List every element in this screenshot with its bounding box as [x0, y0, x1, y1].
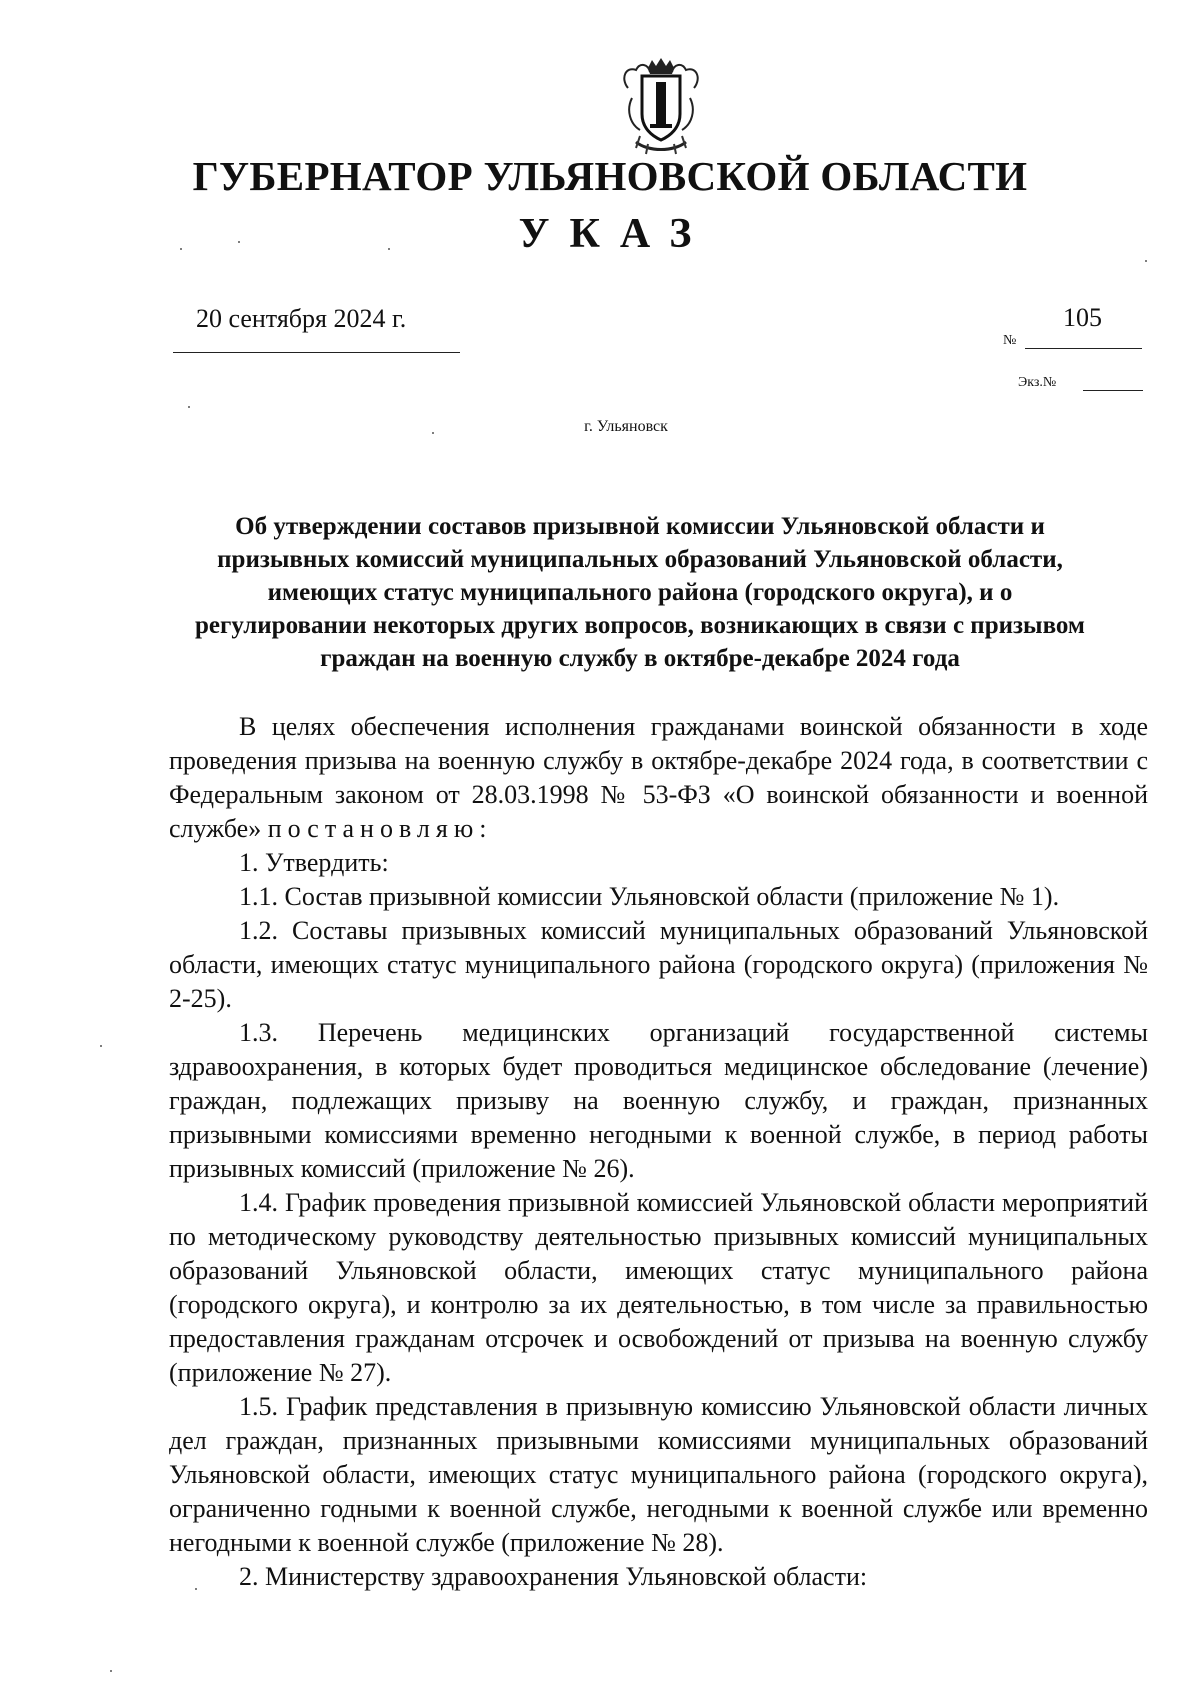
coat-of-arms-emblem	[618, 58, 704, 156]
decree-date: 20 сентября 2024 г.	[196, 304, 407, 333]
city: г. Ульяновск	[584, 418, 668, 435]
date-underline	[173, 352, 460, 353]
scan-speck	[180, 248, 182, 250]
clause-1-4: 1.4. График проведения призывной комиссией Ульяновской области мероприятий по методическому руководству деятельностью призывных комиссий муниципальных образований Ульяновской области, имеющих статус муниципального района (городского округа), и контролю за их деятельностью, в том числе за правильностью предоставления гражданам отсрочек и освобождений от призыва на военную службу (приложение № 27).	[169, 1188, 1148, 1387]
clause-1-1: 1.1. Состав призывной комиссии Ульяновской области (приложение № 1).	[239, 882, 1060, 911]
scan-speck	[195, 1588, 197, 1590]
scan-speck	[1145, 260, 1147, 262]
number-label: №	[1003, 333, 1017, 348]
scan-speck	[100, 1045, 102, 1047]
document-type-heading: УКАЗ	[518, 211, 712, 257]
decree-word: постановляю:	[267, 814, 493, 843]
clause-1-2: 1.2. Составы призывных комиссий муниципальных образований Ульяновской области, имеющих статус муниципального района (городского округа) (приложения № 2-25).	[169, 916, 1148, 1013]
number-underline	[1025, 348, 1142, 349]
clause-2: 2. Министерству здравоохранения Ульяновской области:	[239, 1562, 868, 1591]
scan-speck	[188, 406, 190, 408]
clause-1-5: 1.5. График представления в призывную комиссию Ульяновской области личных дел граждан, признанных призывными комиссиями муниципальных образований Ульяновской области, имеющих статус муниципального района (городского округа), ограниченно годными к военной службе, негодными к военной службе или временно негодными к военной службе (приложение № 28).	[169, 1392, 1148, 1557]
scan-speck	[388, 248, 390, 250]
scan-speck	[110, 1670, 112, 1672]
preamble-text: В целях обеспечения исполнения гражданами воинской обязанности в ходе проведения призыва на военную службу в октябре-декабре 2024 года, в соответствии с Федеральным законом от 28.03.1998 № 53-ФЗ «О воинской обязанности и военной службе»	[169, 712, 1148, 843]
copy-number-underline	[1083, 390, 1143, 391]
decree-body	[169, 710, 1148, 1594]
scan-speck	[432, 432, 434, 434]
copy-number-label: Экз.№	[1018, 375, 1057, 390]
clause-1-3: 1.3. Перечень медицинских организаций государственной системы здравоохранения, в которых будет проводиться медицинское обследование (лечение) граждан, подлежащих призыву на военную службу, и граждан, признанных призывными комиссиями временно негодными к военной службе, в период работы призывных комиссий (приложение № 26).	[169, 1018, 1148, 1183]
preamble-paragraph	[169, 710, 1148, 846]
decree-title: Об утверждении составов призывной комиссии Ульяновской области и призывных комиссий муниципальных образований Ульяновской области, имеющих статус муниципального района (городского округа), и о регулировании некоторых других вопросов, возникающих в связи с призывом граждан на военную службу в октябре-декабре 2024 года	[195, 513, 1085, 672]
clause-1: 1. Утвердить:	[239, 848, 389, 877]
decree-number: 105	[1063, 303, 1102, 332]
organization-heading: ГУБЕРНАТОР УЛЬЯНОВСКОЙ ОБЛАСТИ	[192, 153, 1028, 199]
scan-speck	[238, 241, 240, 243]
